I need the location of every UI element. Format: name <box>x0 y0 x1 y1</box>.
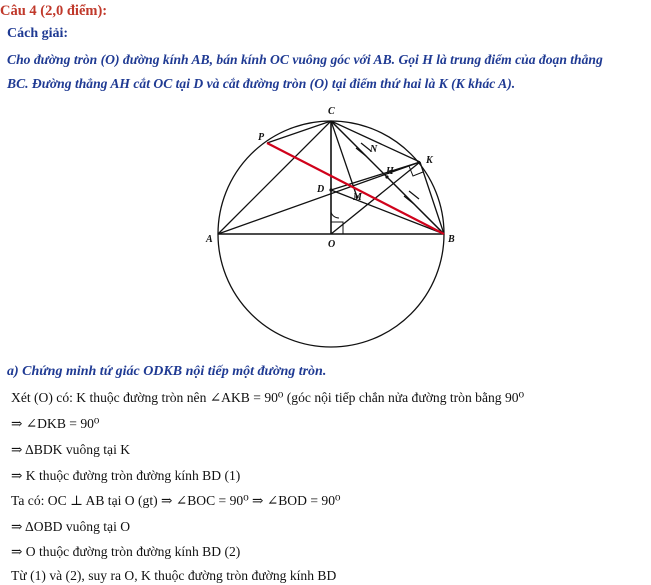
label-d: D <box>317 184 325 195</box>
proof-line-4: ⇒ K thuộc đường tròn đường kính BD (1) <box>11 468 241 483</box>
part-a-title: a) Chứng minh tứ giác ODKB nội tiếp một đường tròn. <box>7 364 327 379</box>
proof-line-8: Từ (1) và (2), suy ra O, K thuộc đường tròn đường kính BD <box>11 568 337 583</box>
label-k: K <box>426 155 433 166</box>
proof-line-6: ⇒ ΔOBD vuông tại O <box>11 519 131 534</box>
proof-line-3: ⇒ ΔBDK vuông tại K <box>11 442 131 457</box>
label-o: O <box>328 239 336 250</box>
proof-line-1: Xét (O) có: K thuộc đường tròn nên ∠AKB = 90⁰ (góc nội tiếp chắn nửa đường tròn bằng 90⁰ <box>11 390 525 405</box>
proof-line-5: Ta có: OC ⊥ AB tại O (gt) ⇒ ∠BOC = 90⁰ ⇒ ∠BOD = 90⁰ <box>11 493 341 508</box>
question-title: Câu 4 (2,0 điểm): <box>0 3 108 19</box>
solution-label: Cách giải: <box>7 26 69 41</box>
label-a: A <box>206 234 213 245</box>
label-m: M <box>353 192 362 203</box>
label-c: C <box>328 106 335 117</box>
label-n: N <box>370 144 378 155</box>
problem-line-1: Cho đường tròn (O) đường kính AB, bán kính OC vuông góc với AB. Gọi H là trung điểm của đoạn thẳng <box>7 52 603 67</box>
red-line-pb <box>267 143 444 234</box>
proof-line-2: ⇒ ∠DKB = 90⁰ <box>11 416 100 431</box>
label-b: B <box>448 234 455 245</box>
problem-line-2: BC. Đường thẳng AH cắt OC tại D và cắt đường tròn (O) tại điểm thứ hai là K (K khác A). <box>7 76 516 91</box>
label-h: H <box>386 166 394 177</box>
label-p: P <box>258 132 265 143</box>
proof-line-7: ⇒ O thuộc đường tròn đường kính BD (2) <box>11 544 241 559</box>
